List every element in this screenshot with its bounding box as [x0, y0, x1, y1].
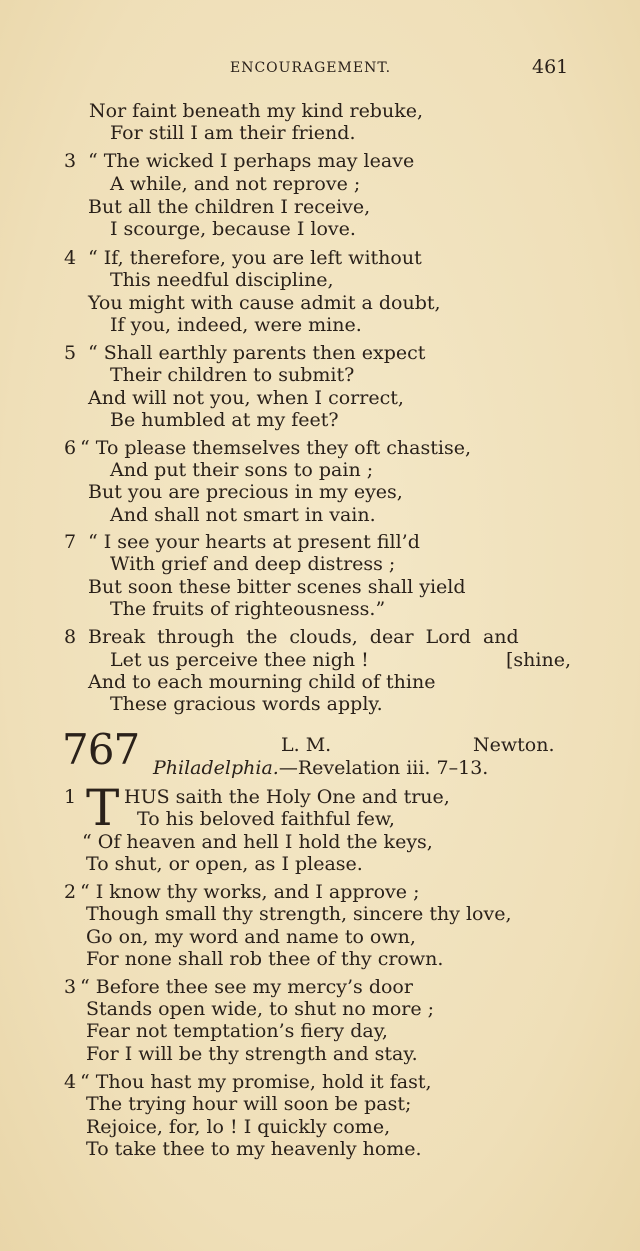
verse-line: Their children to submit?	[110, 364, 355, 386]
stanza-number: 2	[64, 881, 77, 903]
verse-line: Rejoice, for, lo ! I quickly come,	[86, 1116, 391, 1138]
verse-line: If you, indeed, were mine.	[110, 314, 362, 336]
verse-line: The fruits of righteousness.”	[110, 598, 386, 620]
verse-line: Be humbled at my feet?	[110, 409, 339, 431]
verse-line: “ If, therefore, you are left without	[88, 247, 422, 269]
verse-line: Go on, my word and name to own,	[86, 926, 416, 948]
verse-line: With grief and deep distress ;	[110, 553, 396, 575]
verse-line: Stands open wide, to shut no more ;	[86, 998, 435, 1020]
stanza-number: 4	[64, 247, 77, 269]
stanza-number: 8	[64, 626, 77, 648]
verse-line: To shut, or open, as I please.	[86, 853, 363, 875]
verse-line: Though small thy strength, sincere thy love,	[86, 903, 512, 925]
stanza-number: 3	[64, 976, 77, 998]
hymn-meter: L. M.	[281, 734, 332, 756]
verse-line: “ I see your hearts at present fill’d	[88, 531, 420, 553]
verse-line: Fear not temptation’s fiery day,	[86, 1020, 388, 1042]
verse-line: These gracious words apply.	[110, 693, 383, 715]
stanza-number: 3	[64, 150, 77, 172]
verse-line: You might with cause admit a doubt,	[88, 292, 441, 314]
scripture-reference: —Revelation iii. 7–13.	[278, 757, 489, 779]
verse-line: And shall not smart in vain.	[110, 504, 376, 526]
stanza-number: 1	[64, 786, 77, 808]
drop-capital: T	[86, 779, 120, 837]
verse-line: I scourge, because I love.	[110, 218, 356, 240]
verse-line: “ Of heaven and hell I hold the keys,	[82, 831, 433, 853]
verse-line: For none shall rob thee of thy crown.	[86, 948, 444, 970]
verse-line: “ Thou hast my promise, hold it fast,	[80, 1071, 432, 1093]
verse-line: For I will be thy strength and stay.	[86, 1043, 418, 1065]
verse-line: For still I am their friend.	[110, 122, 356, 144]
verse-line: “ To please themselves they oft chastise,	[80, 437, 471, 459]
verse-line: Let us perceive thee nigh !	[110, 649, 369, 671]
verse-line: To his beloved faithful few,	[137, 808, 395, 830]
page-header	[0, 56, 640, 84]
stanza-number: 7	[64, 531, 77, 553]
verse-line: But you are precious in my eyes,	[88, 481, 403, 503]
verse-line: “ The wicked I perhaps may leave	[88, 150, 415, 172]
verse-line: But all the children I receive,	[88, 196, 371, 218]
verse-line: This needful discipline,	[110, 269, 334, 291]
verse-line: “ Shall earthly parents then expect	[88, 342, 426, 364]
verse-line: A while, and not reprove ;	[110, 173, 361, 195]
verse-line: “ Before thee see my mercy’s door	[80, 976, 413, 998]
verse-line: And put their sons to pain ;	[110, 459, 374, 481]
verse-line: To take thee to my heavenly home.	[86, 1138, 422, 1160]
verse-line: “ I know thy works, and I approve ;	[80, 881, 420, 903]
tune-name: Philadelphia.	[153, 757, 279, 779]
verse-line: And will not you, when I correct,	[88, 387, 404, 409]
verse-line: And to each mourning child of thine	[88, 671, 436, 693]
stanza-number: 6	[64, 437, 77, 459]
hymn-number: 767	[62, 725, 140, 774]
verse-line: HUS saith the Holy One and true,	[124, 786, 450, 808]
stanza-number: 4	[64, 1071, 77, 1093]
tune-and-scripture	[153, 757, 488, 779]
running-head: ENCOURAGEMENT.	[230, 60, 392, 76]
hymn-author: Newton.	[473, 734, 555, 756]
stanza-number: 5	[64, 342, 77, 364]
verse-line: The trying hour will soon be past;	[86, 1093, 412, 1115]
verse-line: Break through the clouds, dear Lord and	[88, 626, 519, 648]
turnover-word: [shine,	[506, 649, 571, 671]
verse-line: But soon these bitter scenes shall yield	[88, 576, 466, 598]
page-number: 461	[532, 56, 569, 78]
verse-line: Nor faint beneath my kind rebuke,	[89, 100, 424, 122]
